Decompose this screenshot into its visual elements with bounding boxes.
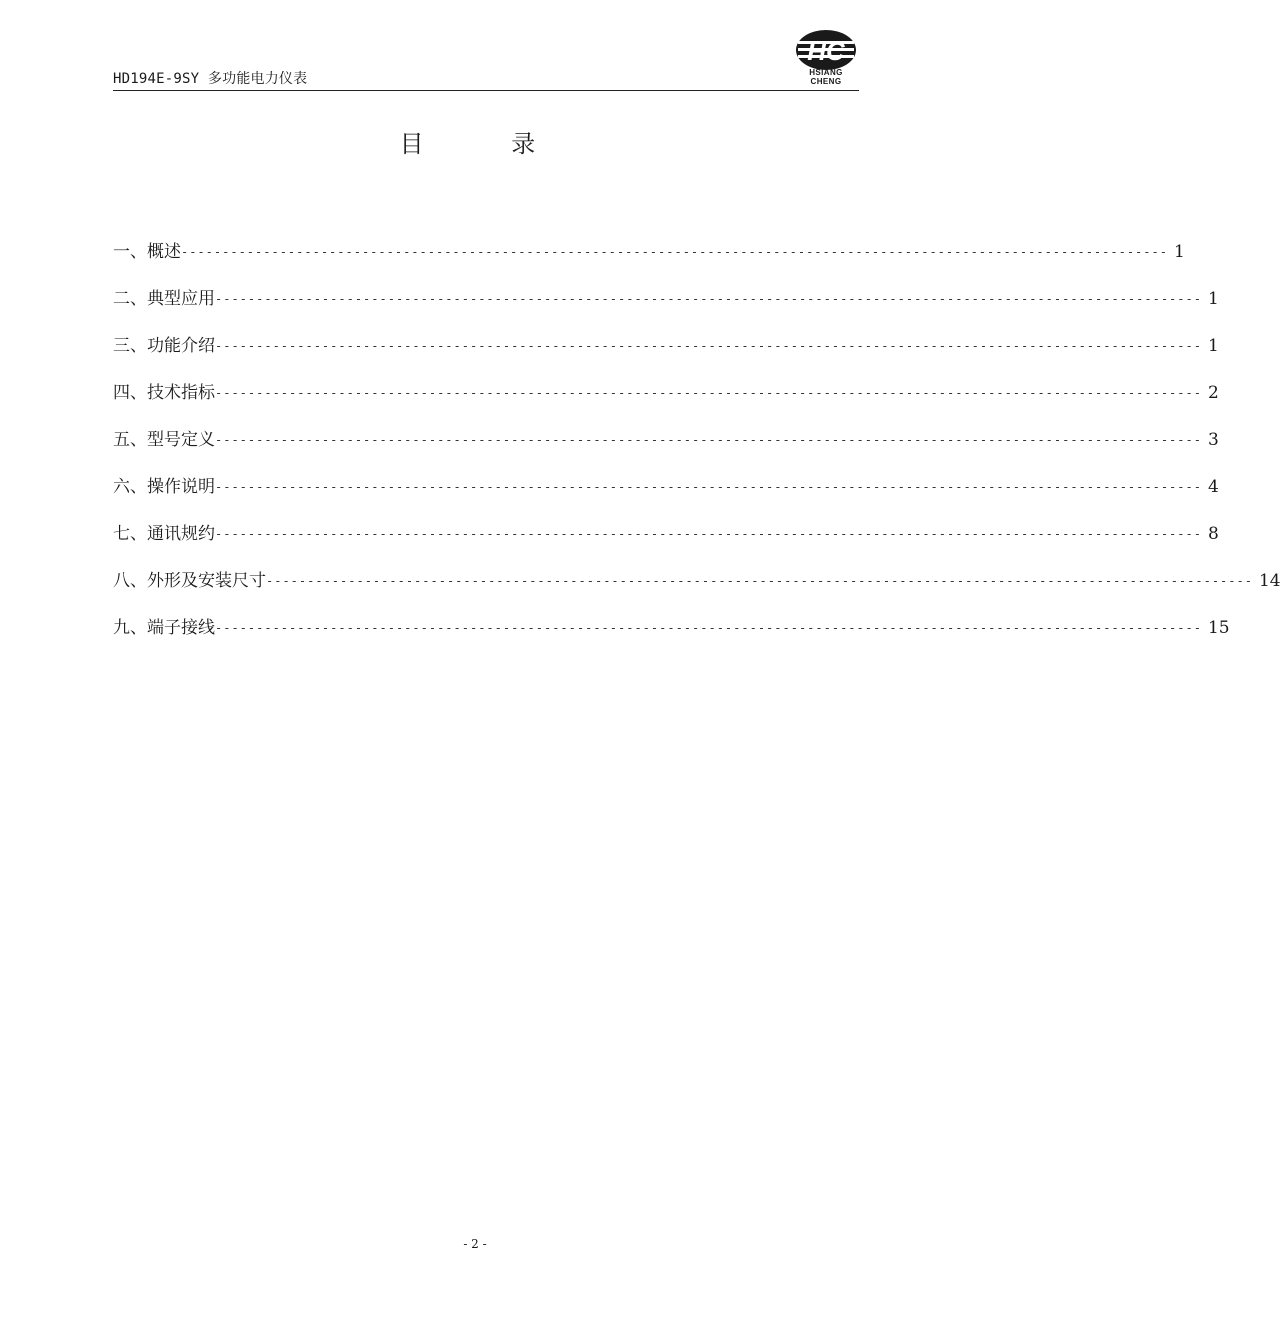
toc-entry-label: 九、端子接线 [113,618,215,638]
toc-entry-page: 2 [1207,383,1219,403]
page-header [113,28,859,91]
toc-entry-page: 3 [1207,430,1219,450]
page-number: - 2 - [463,1237,487,1251]
toc-entry[interactable] [113,473,1219,520]
toc-entry[interactable] [113,426,1219,473]
toc-leader: ------------------------------------------------------------------------------------------------------------------------ [266,574,1253,588]
toc-entry-page: 1 [1207,289,1219,309]
toc-entry-page: 1 [1207,336,1219,356]
toc-entry[interactable] [113,285,1219,332]
page-title: 目 录 [399,130,576,158]
toc-entry-label: 五、型号定义 [113,430,215,450]
toc-entry-label: 二、典型应用 [113,289,215,309]
toc-entry-label: 四、技术指标 [113,383,215,403]
toc-leader: ------------------------------------------------------------------------------------------------------------------------ [215,621,1202,635]
hc-logo-icon [794,28,858,72]
toc-leader: ------------------------------------------------------------------------------------------------------------------------ [215,386,1202,400]
toc-entry[interactable] [113,520,1219,567]
toc-leader: ------------------------------------------------------------------------------------------------------------------------ [181,245,1168,259]
toc-entry[interactable] [113,614,1230,661]
toc-entry-page: 1 [1173,242,1185,262]
table-of-contents [113,238,1281,661]
toc-entry[interactable] [113,332,1219,379]
toc-leader: ------------------------------------------------------------------------------------------------------------------------ [215,480,1202,494]
toc-entry[interactable] [113,238,1185,285]
toc-entry-page: 8 [1207,524,1219,544]
toc-entry-label: 一、概述 [113,242,181,262]
company-logo [793,28,859,88]
toc-entry-label: 七、通讯规约 [113,524,215,544]
toc-entry-label: 六、操作说明 [113,477,215,497]
toc-entry-page: 4 [1207,477,1219,497]
toc-leader: ------------------------------------------------------------------------------------------------------------------------ [215,527,1202,541]
toc-leader: ------------------------------------------------------------------------------------------------------------------------ [215,339,1202,353]
toc-leader: ------------------------------------------------------------------------------------------------------------------------ [215,292,1202,306]
svg-text:HC: HC [807,36,845,66]
logo-text: HSIANG CHENG [809,68,843,86]
toc-entry[interactable] [113,379,1219,426]
toc-entry-page: 15 [1207,618,1230,638]
header-title: HD194E-9SY 多功能电力仪表 [113,71,308,87]
toc-entry-page: 14 [1258,571,1281,591]
toc-leader: ------------------------------------------------------------------------------------------------------------------------ [215,433,1202,447]
toc-entry[interactable] [113,567,1281,614]
toc-entry-label: 八、外形及安装尺寸 [113,571,266,591]
toc-entry-label: 三、功能介绍 [113,336,215,356]
